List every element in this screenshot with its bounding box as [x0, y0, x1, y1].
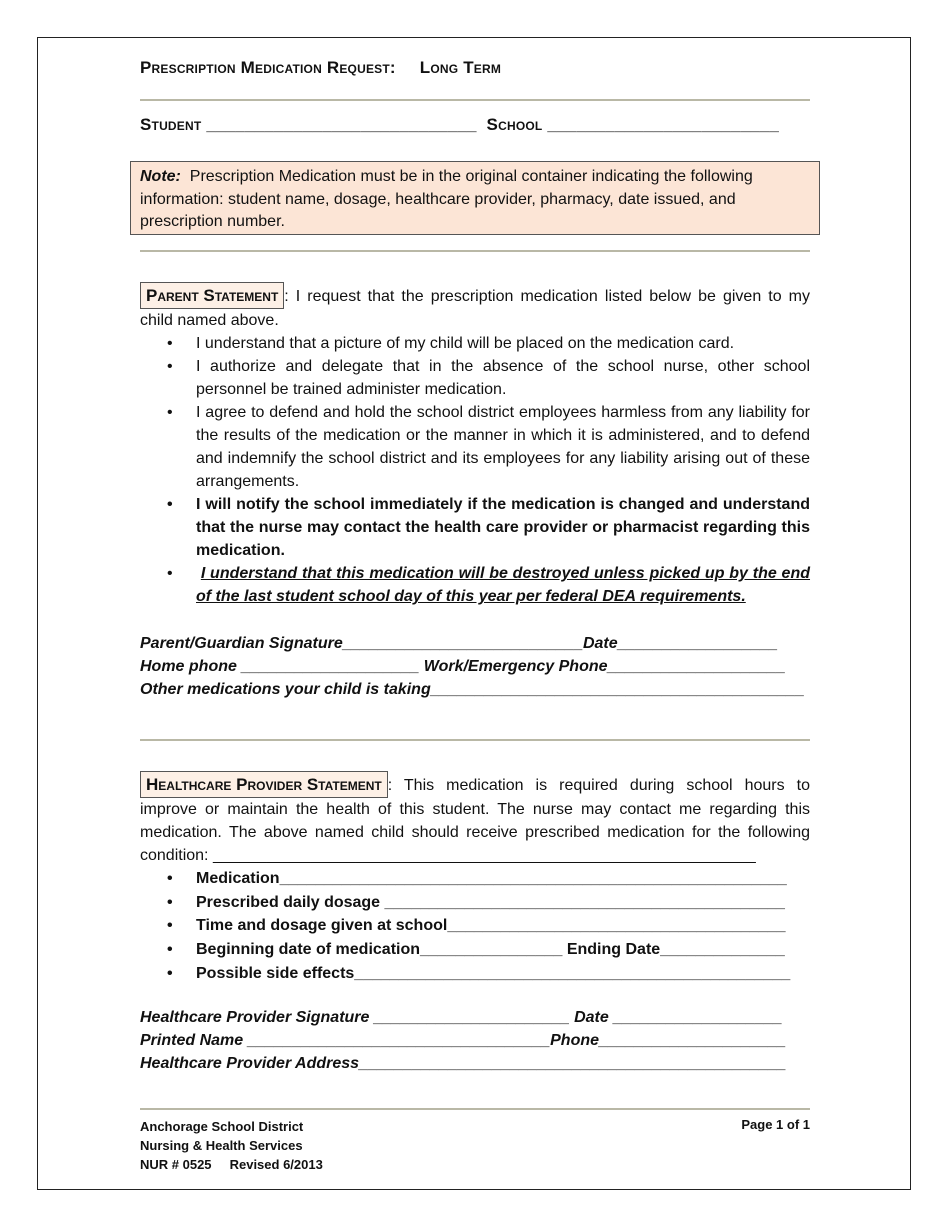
list-item-notify: • I will notify the school immediately if the medication is changed and understand that the nurse may contact the health care provider or pharmacist regarding this medication.	[196, 493, 810, 562]
list-item: • I authorize and delegate that in the absence of the school nurse, other school personnel be trained administer medication.	[196, 355, 810, 401]
parent-statement	[140, 282, 810, 608]
time-dosage-field[interactable]: • Time and dosage given at school______________________________________	[196, 914, 810, 938]
note-text: Prescription Medication must be in the original container indicating the following information: student name, dosage, healthcare provider, pharmacy, date issued, and prescription number.	[140, 168, 753, 230]
student-school-row	[140, 115, 779, 135]
footer-department: Nursing & Health Services	[140, 1138, 303, 1153]
parent-statement-label	[140, 282, 284, 309]
home-phone-line[interactable]: Home phone ____________________ Work/Emergency Phone____________________	[140, 658, 786, 675]
dea-text: I understand that this medication will be destroyed unless picked up by the end of the last student school day of this year per federal DEA requirements.	[196, 565, 811, 605]
parent-signature-line[interactable]: Parent/Guardian Signature___________________________Date__________________	[140, 635, 778, 652]
medication-field[interactable]: • Medication_________________________________________________________	[196, 867, 810, 891]
list-item-dea	[196, 562, 810, 608]
daily-dosage-field[interactable]: • Prescribed daily dosage _____________________________________________	[196, 891, 810, 915]
note-label: Note:	[140, 168, 181, 185]
provider-statement-label	[140, 771, 388, 798]
provider-items	[140, 867, 810, 986]
parent-label-text: Parent Statement	[146, 286, 279, 305]
provider-label-text: Healthcare Provider Statement	[146, 775, 382, 794]
parent-items	[140, 332, 810, 608]
student-label: Student	[140, 115, 202, 134]
title-part2: Long Term	[419, 58, 502, 77]
title-part1: Prescription Medication Request:	[140, 58, 396, 77]
provider-address-line[interactable]: Healthcare Provider Address________________________________________________	[140, 1055, 787, 1072]
school-label: School	[486, 115, 543, 134]
divider	[140, 99, 810, 101]
side-effects-field[interactable]: • Possible side effects_________________________________________________	[196, 962, 810, 986]
provider-statement	[140, 771, 810, 867]
student-field[interactable]: ____________________________	[206, 115, 477, 134]
page-number: Page 1 of 1	[741, 1117, 810, 1132]
divider	[140, 1108, 810, 1110]
school-field[interactable]: ________________________	[547, 115, 780, 134]
other-medications-line[interactable]: Other medications your child is taking__________________________________________	[140, 681, 805, 698]
provider-intro: : This medication is required during school hours to improve or maintain the health of this student. The nurse may contact me regarding this medication. The above named child should receive prescribed medication for the following condition: _____________________________________________________________	[140, 777, 810, 864]
page-title	[140, 58, 501, 78]
list-item: • I understand that a picture of my child will be placed on the medication card.	[196, 332, 810, 355]
footer-district: Anchorage School District	[140, 1119, 304, 1134]
medication-dates-field[interactable]: • Beginning date of medication________________ Ending Date______________	[196, 938, 810, 962]
printed-name-line[interactable]: Printed Name __________________________________Phone_____________________	[140, 1032, 786, 1049]
footer-form-number: NUR # 0525 Revised 6/2013	[140, 1157, 323, 1172]
footer	[140, 1117, 323, 1174]
parent-intro: : I request that the prescription medication listed below be given to my child named above.	[140, 288, 810, 329]
divider	[140, 739, 810, 741]
provider-signature-line[interactable]: Healthcare Provider Signature ______________________ Date ___________________	[140, 1009, 783, 1026]
note-box	[130, 161, 820, 235]
divider	[140, 250, 810, 252]
list-item: • I agree to defend and hold the school district employees harmless from any liability for the results of the medication or the manner in which it is administered, and to defend and indemnify the school district and its employees for any liability arising out of these arrangements.	[196, 401, 810, 493]
